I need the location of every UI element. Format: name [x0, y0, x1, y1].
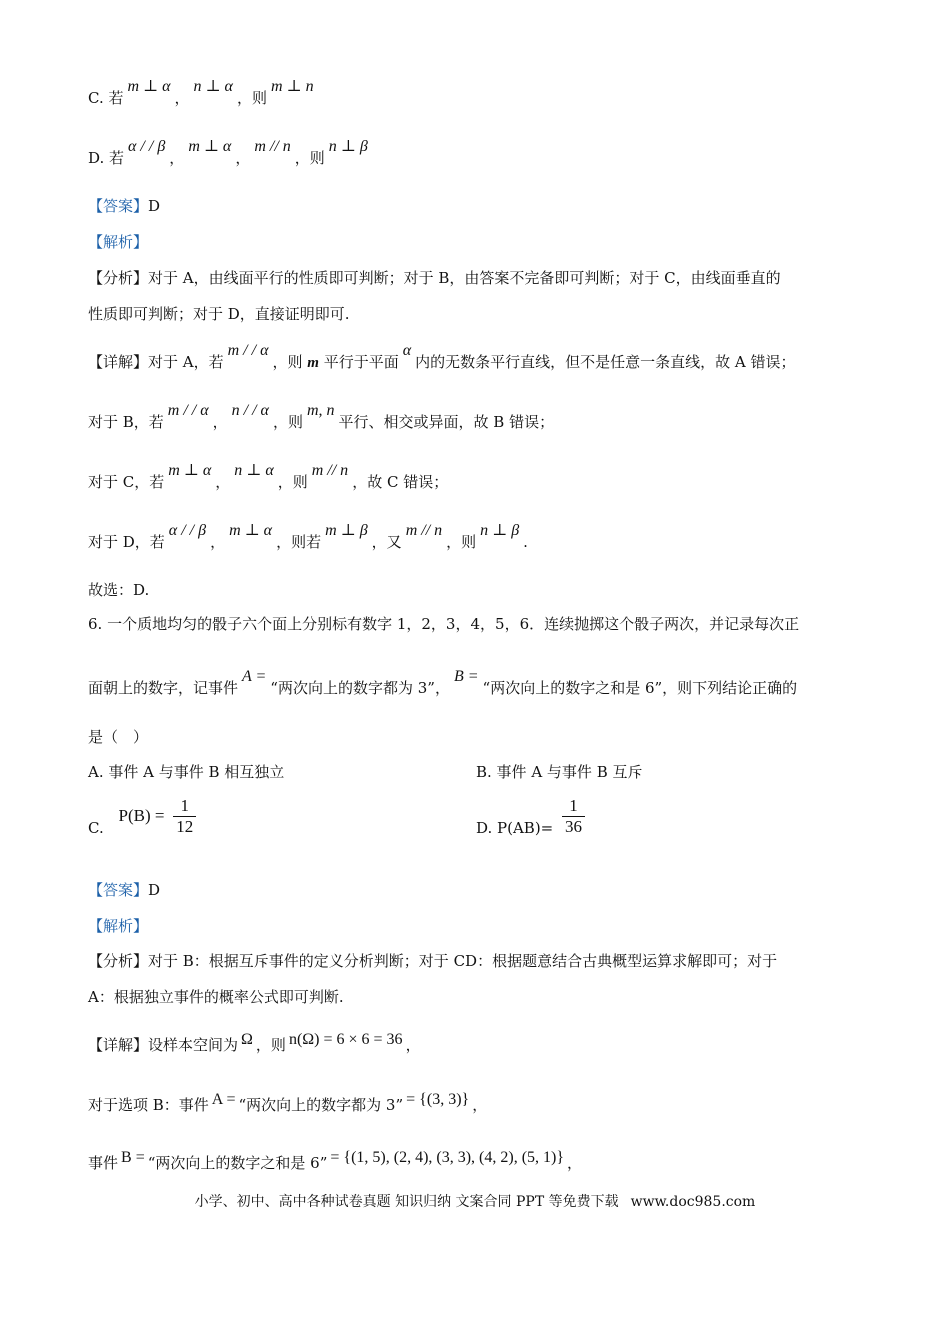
- q6-fenxi-line-1: 【分析】对于 B：根据互斥事件的定义分析判断；对于 CD：根据题意结合古典概型运算求解即可；对于: [88, 952, 778, 970]
- answer-value: D: [148, 197, 161, 215]
- q6-stem-line-2: 面朝上的数字，记事件A =“两次向上的数字都为 3”，B =“两次向上的数字之和是 6”，则下列结论正确的: [88, 668, 798, 697]
- fenxi-line-1: 【分析】对于 A，由线面平行的性质即可判断；对于 B，由答案不完备即可判断；对于 C，由线面垂直的: [88, 269, 781, 287]
- q6-stem-line-1: 6. 一个质地均匀的骰子六个面上分别标有数字 1，2，3，4，5，6．连续抛掷这个骰子两次，并记录每次正: [88, 615, 800, 633]
- q6-option-d: D. P(AB)= $\frac{1}{36}$: [476, 797, 585, 836]
- analysis-tag: 【解析】: [88, 233, 149, 251]
- q6-xiangjie-1: 【详解】设样本空间为 Ω ，则 n(Ω) = 6 × 6 = 36 ，: [88, 1031, 421, 1054]
- page-footer: [0, 1191, 950, 1211]
- fenxi-line-2: 性质即可判断；对于 D，直接证明即可.: [88, 305, 350, 323]
- xiangjie-d: 对于 D，若α / / β，m ⊥ α，则若m ⊥ β，又m // n，则n ⊥ β.: [88, 522, 528, 551]
- footer-url[interactable]: www.doc985.com: [630, 1194, 756, 1210]
- footer-text: 小学、初中、高中各种试卷真题 知识归纳 文案合同 PPT 等免费下载: [194, 1194, 619, 1210]
- q6-stem-line-3: 是（ ）: [88, 728, 149, 746]
- option-d: D. 若α / / β，m ⊥ α，m // n，则n ⊥ β: [88, 138, 368, 167]
- q6-answer-line: 【答案】D: [88, 881, 161, 899]
- answer-tag: 【答案】: [88, 197, 149, 215]
- q6-xiangjie-3: 事件 B = “两次向上的数字之和是 6” = {(1, 5), (2, 4), (3, 3), (4, 2), (5, 1)} ，: [88, 1149, 583, 1172]
- q6-option-b: B. 事件 A 与事件 B 互斥: [476, 763, 643, 781]
- q6-analysis-tag: 【解析】: [88, 917, 149, 935]
- conclusion: 故选：D.: [88, 581, 150, 599]
- xiangjie-c: 对于 C，若m ⊥ α，n ⊥ α，则m // n，故 C 错误；: [88, 462, 449, 491]
- q6-xiangjie-2: 对于选项 B：事件 A = “两次向上的数字都为 3” = {(3, 3)} ，: [88, 1091, 488, 1114]
- option-c: C. 若m ⊥ α，n ⊥ α，则m ⊥ n: [88, 78, 314, 107]
- q6-option-a: A. 事件 A 与事件 B 相互独立: [88, 763, 285, 781]
- q6-fenxi-line-2: A：根据独立事件的概率公式即可判断.: [88, 988, 344, 1006]
- answer-line: [88, 196, 160, 216]
- xiangjie-b: 对于 B，若m / / α，n / / α，则m, n平行、相交或异面，故 B 错误；: [88, 402, 555, 431]
- xiangjie-a: 【详解】对于 A，若m / / α，则 m 平行于平面α内的无数条平行直线，但不是任意一条直线，故 A 错误；: [88, 342, 796, 371]
- q6-option-c: C. P(B) = $\frac{1}{12}$: [88, 797, 196, 836]
